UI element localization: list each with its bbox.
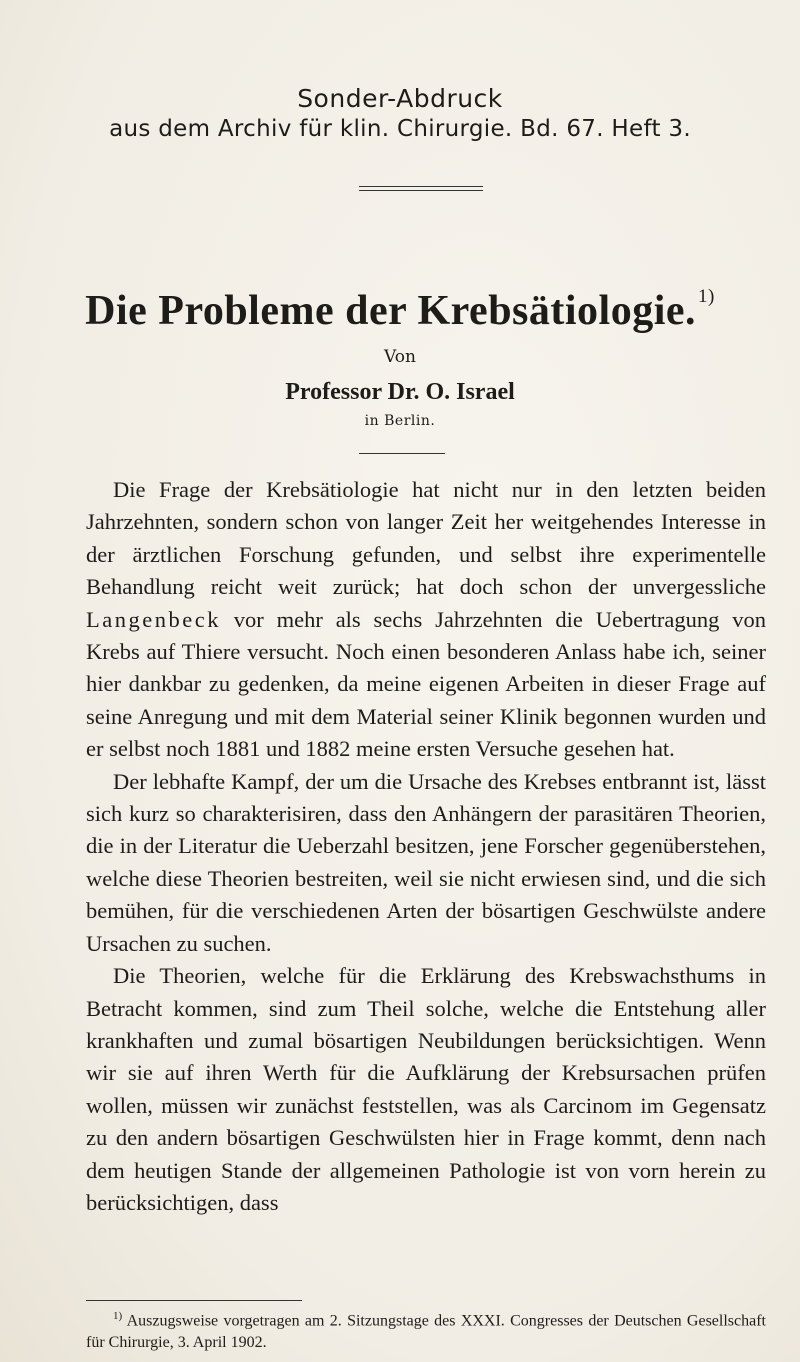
footnote-paragraph [86, 1305, 766, 1354]
footnote-divider [86, 1300, 302, 1301]
paragraph-3: Die Theorien, welche für die Erklärung des Krebswachsthums in Betracht kommen, sind zum Theil solche, welche die Entstehung aller krankhaften und zumal bösartigen Neubildungen berücksichtigen. Wenn wir sie auf ihren Werth für die Aufklärung der Krebsursachen prüfen wollen, müssen wir zunächst feststellen, was als Carcinom im Gegensatz zu den andern bösartigen Geschwülsten hier in Frage kommt, denn nach dem heutigen Stande der allgemeinen Pathologie ist von vorn herein zu berücksichtigen, dass [86, 963, 766, 1215]
footnote-marker: 1) [113, 1310, 123, 1322]
article-title [0, 286, 800, 335]
paragraph-1 [86, 474, 766, 766]
paragraph-2: Der lebhafte Kampf, der um die Ursache des Krebses entbrannt ist, lässt sich kurz so charakterisiren, dass den Anhängern der parasitären Theorien, die in der Literatur die Ueberzahl besitzen, jene Forscher gegenüberstehen, welche diese Theorien bestreiten, weil sie nicht erwiesen sind, und die sich bemühen, für die verschiedenen Arten der bösartigen Geschwülste andere Ursachen zu suchen. [86, 768, 766, 956]
paragraph-1-text-a: Die Frage der Krebsätiologie hat nicht nur in den letzten beiden Jahrzehnten, sondern schon von langer Zeit her weitgehendes Interesse in der ärztlichen Forschung gefunden, und selbst ihre experimentelle Behandlung reicht weit zurück; hat doch schon der unvergessliche [86, 477, 766, 600]
title-footnote-marker: 1) [698, 286, 715, 307]
article-title-text: Die Probleme der Krebsätiologie. [85, 288, 697, 334]
article-body [86, 474, 766, 1219]
author-name: Professor Dr. O. Israel [285, 379, 515, 405]
byline-von: Von [384, 347, 416, 367]
person-name-langenbeck: Langenbeck [86, 606, 221, 632]
offprint-label: Sonder-Abdruck [297, 84, 503, 113]
paragraph-1-text-b: vor mehr als sechs Jahrzehnten die Uebertragung von Krebs auf Thiere versucht. Noch einen besonderen Anlass habe ich, seiner hier dankbar zu gedenken, da meine eigenen Arbeiten in dieser Frage auf seine Anregung und mit dem Material seiner Klinik begonnen wurden und er selbst noch 1881 und 1882 meine ersten Versuche gesehen hat. [86, 606, 766, 762]
author-location: in Berlin. [364, 413, 436, 429]
title-divider [359, 453, 445, 454]
footnote-text: Auszugsweise vorgetragen am 2. Sitzungstage des XXXI. Congresses der Deutschen Gesellschaft für Chirurgie, 3. April 1902. [86, 1312, 766, 1352]
footnote [86, 1305, 766, 1354]
double-divider [359, 186, 483, 191]
source-line: aus dem Archiv für klin. Chirurgie. Bd. 67. Heft 3. [109, 116, 691, 142]
